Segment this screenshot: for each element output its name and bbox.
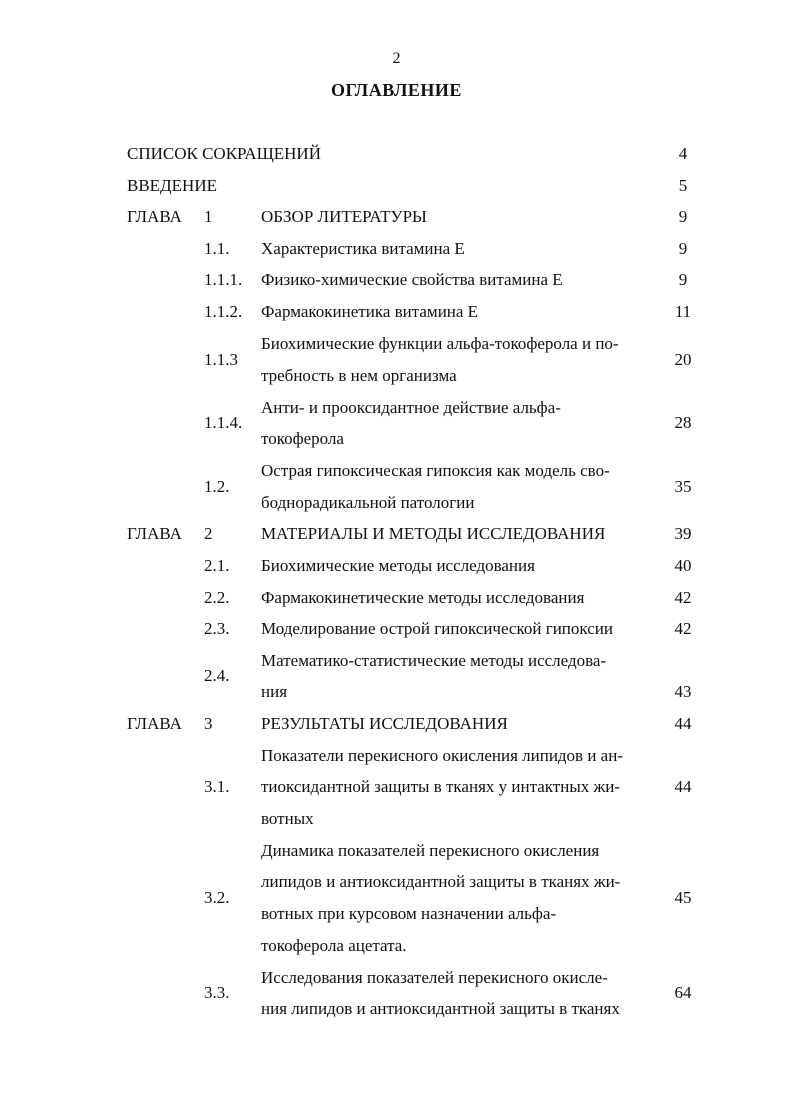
toc-entry-page: 42 [674,619,692,638]
section-title-line: токоферола ацетата. [261,936,407,955]
section-number: 1.1.2. [204,302,243,321]
section-title-line: Фармакокинетика витамина Е [261,302,479,321]
toc-entry-page: 5 [678,176,688,195]
section-number: 1.1. [204,239,230,258]
section-title-line: Математико-статистические методы исследова- [261,651,607,670]
section-number: 1.1.4. [204,413,243,432]
section-title-line: Динамика показателей перекисного окисления [261,841,600,860]
toc-entry-page: 9 [678,270,688,289]
toc-entry-page: 35 [674,477,692,496]
toc-entry-page: 11 [674,302,692,321]
toc-entry-page: 9 [678,239,688,258]
chapter-title: РЕЗУЛЬТАТЫ ИССЛЕДОВАНИЯ [261,714,508,733]
toc-entry-label: ВВЕДЕНИЕ [127,176,217,195]
section-title-line: Острая гипоксическая гипоксия как модель сво- [261,461,610,480]
toc-entry-label: СПИСОК СОКРАЩЕНИЙ [127,144,321,163]
section-title-line: Анти- и прооксидантное действие альфа- [261,398,561,417]
section-title-line: вотных [261,809,314,828]
chapter-number: 2 [204,524,213,543]
section-title-line: Фармакокинетические методы исследования [261,588,585,607]
section-title-line: Биохимические функции альфа-токоферола и по- [261,334,619,353]
chapter-label: ГЛАВА [127,524,182,543]
section-number: 2.3. [204,619,230,638]
section-title-line: ния [261,682,288,701]
section-title-line: тиоксидантной защиты в тканях у интактных жи- [261,777,621,796]
section-title-line: Физико-химические свойства витамина Е [261,270,563,289]
page-number: 2 [392,50,401,67]
section-title-line: Моделирование острой гипоксической гипоксии [261,619,613,638]
section-title-line: Биохимические методы исследования [261,556,535,575]
chapter-title: ОБЗОР ЛИТЕРАТУРЫ [261,207,427,226]
section-title-line: Характеристика витамина Е [261,239,465,258]
section-title-line: Исследования показателей перекисного окисле- [261,968,608,987]
section-number: 3.3. [204,983,230,1002]
section-number: 3.1. [204,777,230,796]
toc-entry-page: 43 [674,682,692,701]
chapter-number: 3 [204,714,213,733]
section-title-line: Показатели перекисного окисления липидов и ан- [261,746,623,765]
section-title-line: ния липидов и антиоксидантной защиты в тканях [261,999,620,1018]
section-title-line: липидов и антиоксидантной защиты в тканях жи- [261,872,621,891]
toc-entry-page: 40 [674,556,692,575]
section-number: 2.2. [204,588,230,607]
toc-entry-page: 28 [674,413,692,432]
toc-entry-page: 4 [678,144,688,163]
toc-title: ОГЛАВЛЕНИЕ [331,80,462,100]
section-number: 2.4. [204,666,230,685]
toc-entry-page: 42 [674,588,692,607]
toc-entry-page: 39 [674,524,692,543]
chapter-label: ГЛАВА [127,714,182,733]
toc-entry-page: 44 [674,777,692,796]
section-title-line: требность в нем организма [261,366,457,385]
section-number: 1.1.3 [204,350,238,369]
toc-entry-page: 45 [674,888,692,907]
section-title-line: вотных при курсовом назначении альфа- [261,904,557,923]
toc-entry-page: 64 [674,983,692,1002]
section-number: 3.2. [204,888,230,907]
section-title-line: боднорадикальной патологии [261,493,475,512]
section-number: 1.2. [204,477,230,496]
section-title-line: токоферола [261,429,344,448]
toc-entry-page: 9 [678,207,688,226]
toc-entry-page: 20 [674,350,692,369]
section-number: 1.1.1. [204,270,243,289]
chapter-number: 1 [204,207,213,226]
toc-entry-page: 44 [674,714,692,733]
section-number: 2.1. [204,556,230,575]
chapter-title: МАТЕРИАЛЫ И МЕТОДЫ ИССЛЕДОВАНИЯ [261,524,606,543]
chapter-label: ГЛАВА [127,207,182,226]
